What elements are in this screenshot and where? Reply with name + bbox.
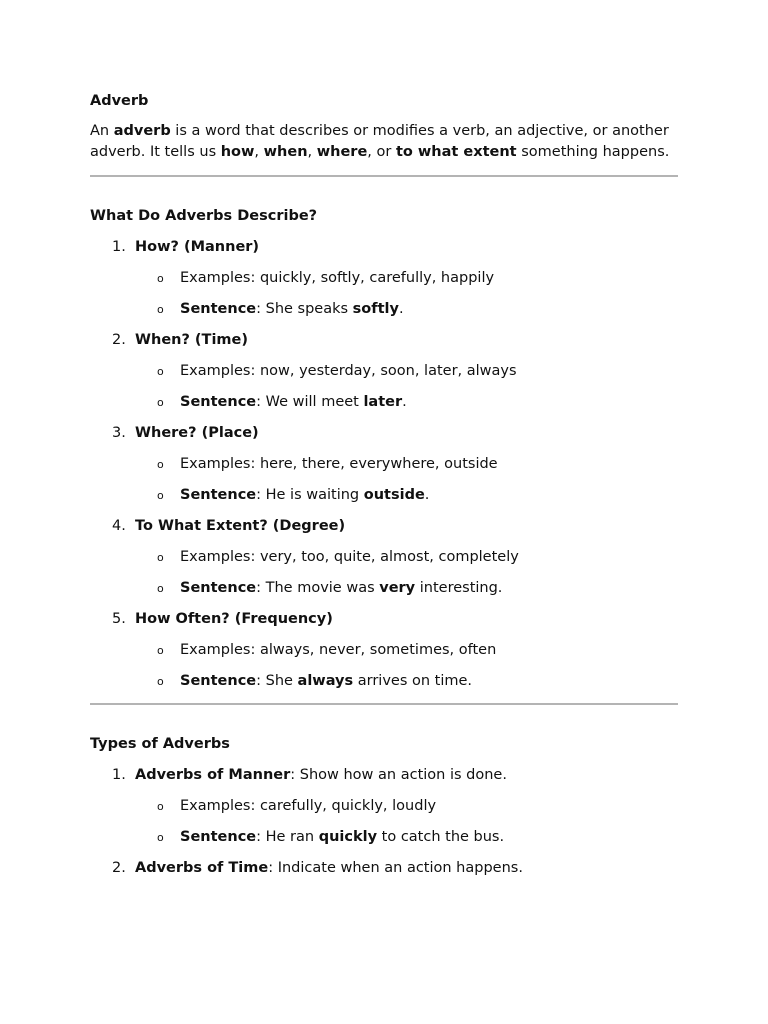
horizontal-divider (90, 703, 678, 705)
bullet-icon: o (157, 831, 164, 844)
intro-text: something happens. (516, 144, 670, 160)
sentence-text: : The movie was (256, 580, 380, 596)
sub-list-item (90, 392, 678, 412)
intro-bold-term: adverb (113, 123, 171, 139)
sentence-label: Sentence (180, 301, 257, 317)
horizontal-divider (90, 175, 678, 177)
section-heading-types: Types of Adverbs (90, 736, 230, 752)
sentence-text: arrives on time. (353, 673, 473, 689)
describe-list (90, 237, 678, 691)
intro-bold-term: where (316, 144, 368, 160)
examples-text: Examples: here, there, everywhere, outside (180, 456, 498, 472)
item-description: : Indicate when an action happens. (268, 860, 523, 876)
bullet-icon: o (157, 582, 164, 595)
sub-list-item (90, 827, 678, 847)
sentence-text: : We will meet (256, 394, 364, 410)
bullet-icon: o (157, 396, 164, 409)
sub-list (90, 268, 678, 319)
examples-text: Examples: carefully, quickly, loudly (180, 798, 437, 814)
sub-list (90, 640, 678, 691)
sentence-label: Sentence (180, 673, 257, 689)
sentence-text: interesting. (415, 580, 503, 596)
bullet-icon: o (157, 800, 164, 813)
item-description: : Show how an action is done. (290, 767, 507, 783)
sub-list-item (90, 547, 678, 567)
list-item (90, 516, 678, 598)
item-label: To What Extent? (Degree) (135, 518, 346, 534)
list-item (90, 237, 678, 319)
sentence-text: : She speaks (256, 301, 353, 317)
sub-list (90, 547, 678, 598)
examples-text: Examples: now, yesterday, soon, later, always (180, 363, 517, 379)
bullet-icon: o (157, 303, 164, 316)
bullet-icon: o (157, 644, 164, 657)
sentence-text: : He is waiting (256, 487, 364, 503)
sentence-text: : She (256, 673, 298, 689)
examples-text: Examples: quickly, softly, carefully, happily (180, 270, 495, 286)
list-number: 3. (112, 425, 126, 441)
sentence-text: . (402, 394, 407, 410)
list-number: 1. (112, 239, 126, 255)
intro-text: , (254, 144, 264, 160)
document-title: Adverb (90, 93, 149, 109)
examples-text: Examples: always, never, sometimes, often (180, 642, 497, 658)
sentence-text: to catch the bus. (377, 829, 505, 845)
sentence-bold-word: very (379, 580, 416, 596)
sentence-label: Sentence (180, 829, 257, 845)
intro-bold-term: when (263, 144, 308, 160)
intro-text: An (90, 123, 114, 139)
sentence-text: : He ran (256, 829, 319, 845)
sentence-text: . (398, 301, 404, 317)
sentence-bold-word: quickly (318, 829, 378, 845)
item-label: How Often? (Frequency) (135, 611, 333, 627)
bullet-icon: o (157, 365, 164, 378)
item-label: Adverbs of Time (135, 860, 269, 876)
list-number: 4. (112, 518, 126, 534)
sub-list-item (90, 299, 678, 319)
sub-list-item (90, 640, 678, 660)
section-heading-describe: What Do Adverbs Describe? (90, 208, 318, 224)
item-label: How? (Manner) (135, 239, 260, 255)
examples-text: Examples: very, too, quite, almost, completely (180, 549, 519, 565)
list-item (90, 330, 678, 412)
sub-list-item (90, 578, 678, 598)
intro-text: is a word that describes or modifies a verb, an adjective, or another adverb. It tells us (90, 123, 669, 160)
bullet-icon: o (157, 458, 164, 471)
intro-text: , (307, 144, 317, 160)
document-page (90, 91, 678, 878)
sub-list-item (90, 485, 678, 505)
sentence-bold-word: outside (363, 487, 425, 503)
bullet-icon: o (157, 489, 164, 502)
sub-list (90, 796, 678, 847)
list-item (90, 423, 678, 505)
bullet-icon: o (157, 675, 164, 688)
sub-list (90, 454, 678, 505)
list-item (90, 609, 678, 691)
bullet-icon: o (157, 272, 164, 285)
intro-text: , or (367, 144, 396, 160)
intro-paragraph (90, 121, 678, 163)
item-label: Adverbs of Manner (135, 767, 291, 783)
types-list (90, 765, 678, 878)
sentence-bold-word: always (297, 673, 354, 689)
sentence-label: Sentence (180, 394, 257, 410)
sub-list (90, 361, 678, 412)
bullet-icon: o (157, 551, 164, 564)
item-label: When? (Time) (135, 332, 248, 348)
sentence-label: Sentence (180, 580, 257, 596)
intro-bold-term: to what extent (395, 144, 517, 160)
intro-bold-term: how (220, 144, 255, 160)
list-number: 2. (112, 860, 126, 876)
item-label: Where? (Place) (135, 425, 259, 441)
list-item (90, 765, 678, 847)
sub-list-item (90, 671, 678, 691)
list-number: 1. (112, 767, 126, 783)
sub-list-item (90, 361, 678, 381)
list-number: 2. (112, 332, 126, 348)
sentence-label: Sentence (180, 487, 257, 503)
sub-list-item (90, 268, 678, 288)
sub-list-item (90, 796, 678, 816)
sub-list-item (90, 454, 678, 474)
list-item (90, 858, 678, 878)
sentence-bold-word: later (363, 394, 403, 410)
sentence-bold-word: softly (352, 301, 399, 317)
list-number: 5. (112, 611, 126, 627)
sentence-text: . (424, 487, 430, 503)
